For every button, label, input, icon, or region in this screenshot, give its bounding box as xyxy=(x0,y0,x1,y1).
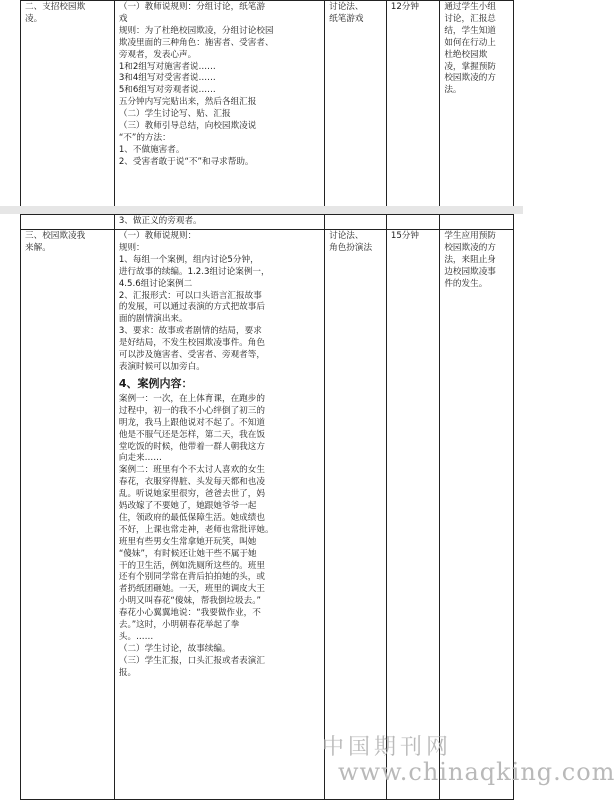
topic-line: 凌。 xyxy=(25,13,43,24)
activity-line: 戏 xyxy=(118,13,128,24)
rules-line: 是好结局，不发生校园欺凌事件。角色 xyxy=(118,338,265,349)
case-line: “傻妹”，有时候还让她干些不属于她 xyxy=(118,548,257,559)
activity-line: （一）教师说规则：分组讨论，纸笔游 xyxy=(118,2,265,12)
topic-cell xyxy=(21,230,115,800)
rules-line: 表演时候可以加旁白。 xyxy=(118,361,205,372)
activity-line: 5和6组写对旁观者说…… xyxy=(118,85,216,96)
intent-line: 边校园欺凌事 xyxy=(444,266,496,277)
activity-line: 五分钟内写完贴出来，然后各组汇报 xyxy=(118,97,257,108)
topic-line: 三、校园欺凌我 xyxy=(25,231,86,241)
time-value: 12分钟 xyxy=(390,2,419,12)
case-line: 班里有些男女生常拿她开玩笑，叫她 xyxy=(118,536,257,547)
intent-line: 通过学生小组 xyxy=(444,2,496,12)
activity-line: 2、受害者敢于说“不”和寻求帮助。 xyxy=(118,156,254,167)
lesson-table-section-3 xyxy=(20,214,514,800)
case-line: 妈改嫁了不要她了，她跟她爷爷一起 xyxy=(118,501,257,512)
case-line: 案例一：一次，在上体育课，在跑步的 xyxy=(118,393,265,404)
page-break-band xyxy=(0,206,523,214)
intent-line: 结，学生知道 xyxy=(444,25,496,36)
topic-cell xyxy=(21,1,115,207)
continuation-cell xyxy=(114,215,324,230)
intent-line: 法。 xyxy=(444,85,462,96)
method-line: 纸笔游戏 xyxy=(329,13,364,24)
case-line: 明龙，我马上跟他说对不起了。不知道 xyxy=(118,417,265,428)
case-line: 还有个别同学常在背后拍拍她的头，或 xyxy=(118,572,265,583)
case-line: 头。…… xyxy=(118,632,154,642)
case-line: 去。”这时，小明朝春花举起了拳 xyxy=(118,620,240,631)
topic-line: 来解。 xyxy=(25,242,51,253)
case-line: 堂吃饭的时候，他带着一群人朝我这方 xyxy=(118,441,265,452)
rules-line: 面的剧情演出来。 xyxy=(118,314,188,325)
intent-line: 凌，掌握预防 xyxy=(444,61,496,72)
rules-line: （一）教师说规则： xyxy=(118,231,197,241)
continuation-line: 3、做正义的旁观者。 xyxy=(118,216,202,226)
case-line: 不好，上课也常走神，老师也常批评她。 xyxy=(118,524,274,535)
method-line: 角色扮演法 xyxy=(329,242,373,253)
method-line: 讨论法、 xyxy=(329,2,364,12)
activity-line: 规则：为了杜绝校园欺凌，分组讨论校园 xyxy=(118,25,274,36)
intent-line: 校园欺凌的方 xyxy=(444,242,496,253)
watermark-text: 中国期刊网 xyxy=(322,735,453,760)
activity-cell xyxy=(114,1,324,207)
intent-line: 讨论，汇报总 xyxy=(444,13,496,24)
rules-line: 的发展，可以通过表演的方式把故事后 xyxy=(118,302,265,313)
case-line: 案例二：班里有个不太讨人喜欢的女生 xyxy=(118,465,265,476)
watermark xyxy=(322,735,615,786)
rules-line: 4.5.6组讨论案例二 xyxy=(118,278,193,289)
rules-line: 进行故事的续编。1.2.3组讨论案例一， xyxy=(118,266,270,277)
case-line: 向走来…… xyxy=(118,453,162,464)
rules-line: 2、汇报形式：可以口头语言汇报故事 xyxy=(118,290,262,301)
case-line: 乱。听说她家里很穷，爸爸去世了，妈 xyxy=(118,489,265,500)
case-line: 春花，衣服穿得脏、头发每天都和也凌 xyxy=(118,477,265,488)
activity-line: 欺凌里面的三种角色：施害者、受害者、 xyxy=(118,37,274,48)
method-cell xyxy=(325,1,387,207)
intent-line: 如何在行动上 xyxy=(444,37,496,48)
rules-line: 1、每组一个案例，组内讨论5分钟， xyxy=(118,254,259,265)
intent-cell xyxy=(440,1,514,207)
case-line: （二）学生讨论，故事续编。 xyxy=(118,643,231,654)
intent-line: 法，来阻止身 xyxy=(444,254,496,265)
intent-line: 件的发生。 xyxy=(444,278,488,289)
watermark-url: www.chinaqking.com xyxy=(338,758,615,786)
table-row xyxy=(21,1,514,207)
intent-cell xyxy=(440,230,514,800)
intent-line: 学生应用预防 xyxy=(444,231,496,241)
topic-line: 二、支招校园欺 xyxy=(25,2,86,12)
intent-line: 校园欺凌的方 xyxy=(444,73,496,84)
rules-line: 规则： xyxy=(118,242,145,253)
activity-line: （三）教师引导总结，向校园欺凌说 xyxy=(118,121,257,132)
case-line: 他是不服气还是怎样，第二天，我在饭 xyxy=(118,429,265,440)
activity-line: 3和4组写对受害者说…… xyxy=(118,73,216,84)
table-row xyxy=(21,215,514,230)
case-line: 小明又叫春花“傻妹，帮我倒垃圾去。” xyxy=(118,596,261,607)
time-value: 15分钟 xyxy=(390,231,419,241)
activity-cell xyxy=(114,230,324,800)
time-cell xyxy=(386,1,439,207)
activity-line: 1、不做施害者。 xyxy=(118,144,185,155)
rules-line: 可以涉及施害者、受害者、旁观者等， xyxy=(118,350,265,361)
activity-line: 旁观者，发表心声。 xyxy=(118,49,197,60)
case-line: 住，领政府的最低保障生活。她成绩也 xyxy=(118,512,265,523)
case-line: 报。 xyxy=(118,667,137,678)
table-row xyxy=(21,230,514,800)
case-line: （三）学生汇报，口头汇报或者表演汇 xyxy=(118,655,265,666)
intent-line: 杜绝校园欺 xyxy=(444,49,488,60)
case-line: 过程中，初一的我不小心绊倒了初三的 xyxy=(118,405,265,416)
time-cell xyxy=(386,230,439,800)
case-line: 春花小心翼翼地说：“我要做作业，不 xyxy=(118,608,261,619)
case-line: 干的卫生活，例如洗厕所这些的。班里 xyxy=(118,560,265,571)
lesson-table-section-2 xyxy=(20,0,514,207)
method-cell xyxy=(325,230,387,800)
activity-line: （二）学生讨论写、贴、汇报 xyxy=(118,109,231,120)
method-line: 讨论法、 xyxy=(329,231,364,241)
case-heading: 4、案例内容： xyxy=(118,376,193,390)
rules-line: 3、要求：故事或者剧情的结局，要求 xyxy=(118,326,262,337)
activity-line: “不”的方法： xyxy=(118,132,171,143)
activity-line: 1和2组写对施害者说…… xyxy=(118,61,216,72)
case-line: 者扔纸团砸她。一天，班里的调皮大王 xyxy=(118,584,265,595)
